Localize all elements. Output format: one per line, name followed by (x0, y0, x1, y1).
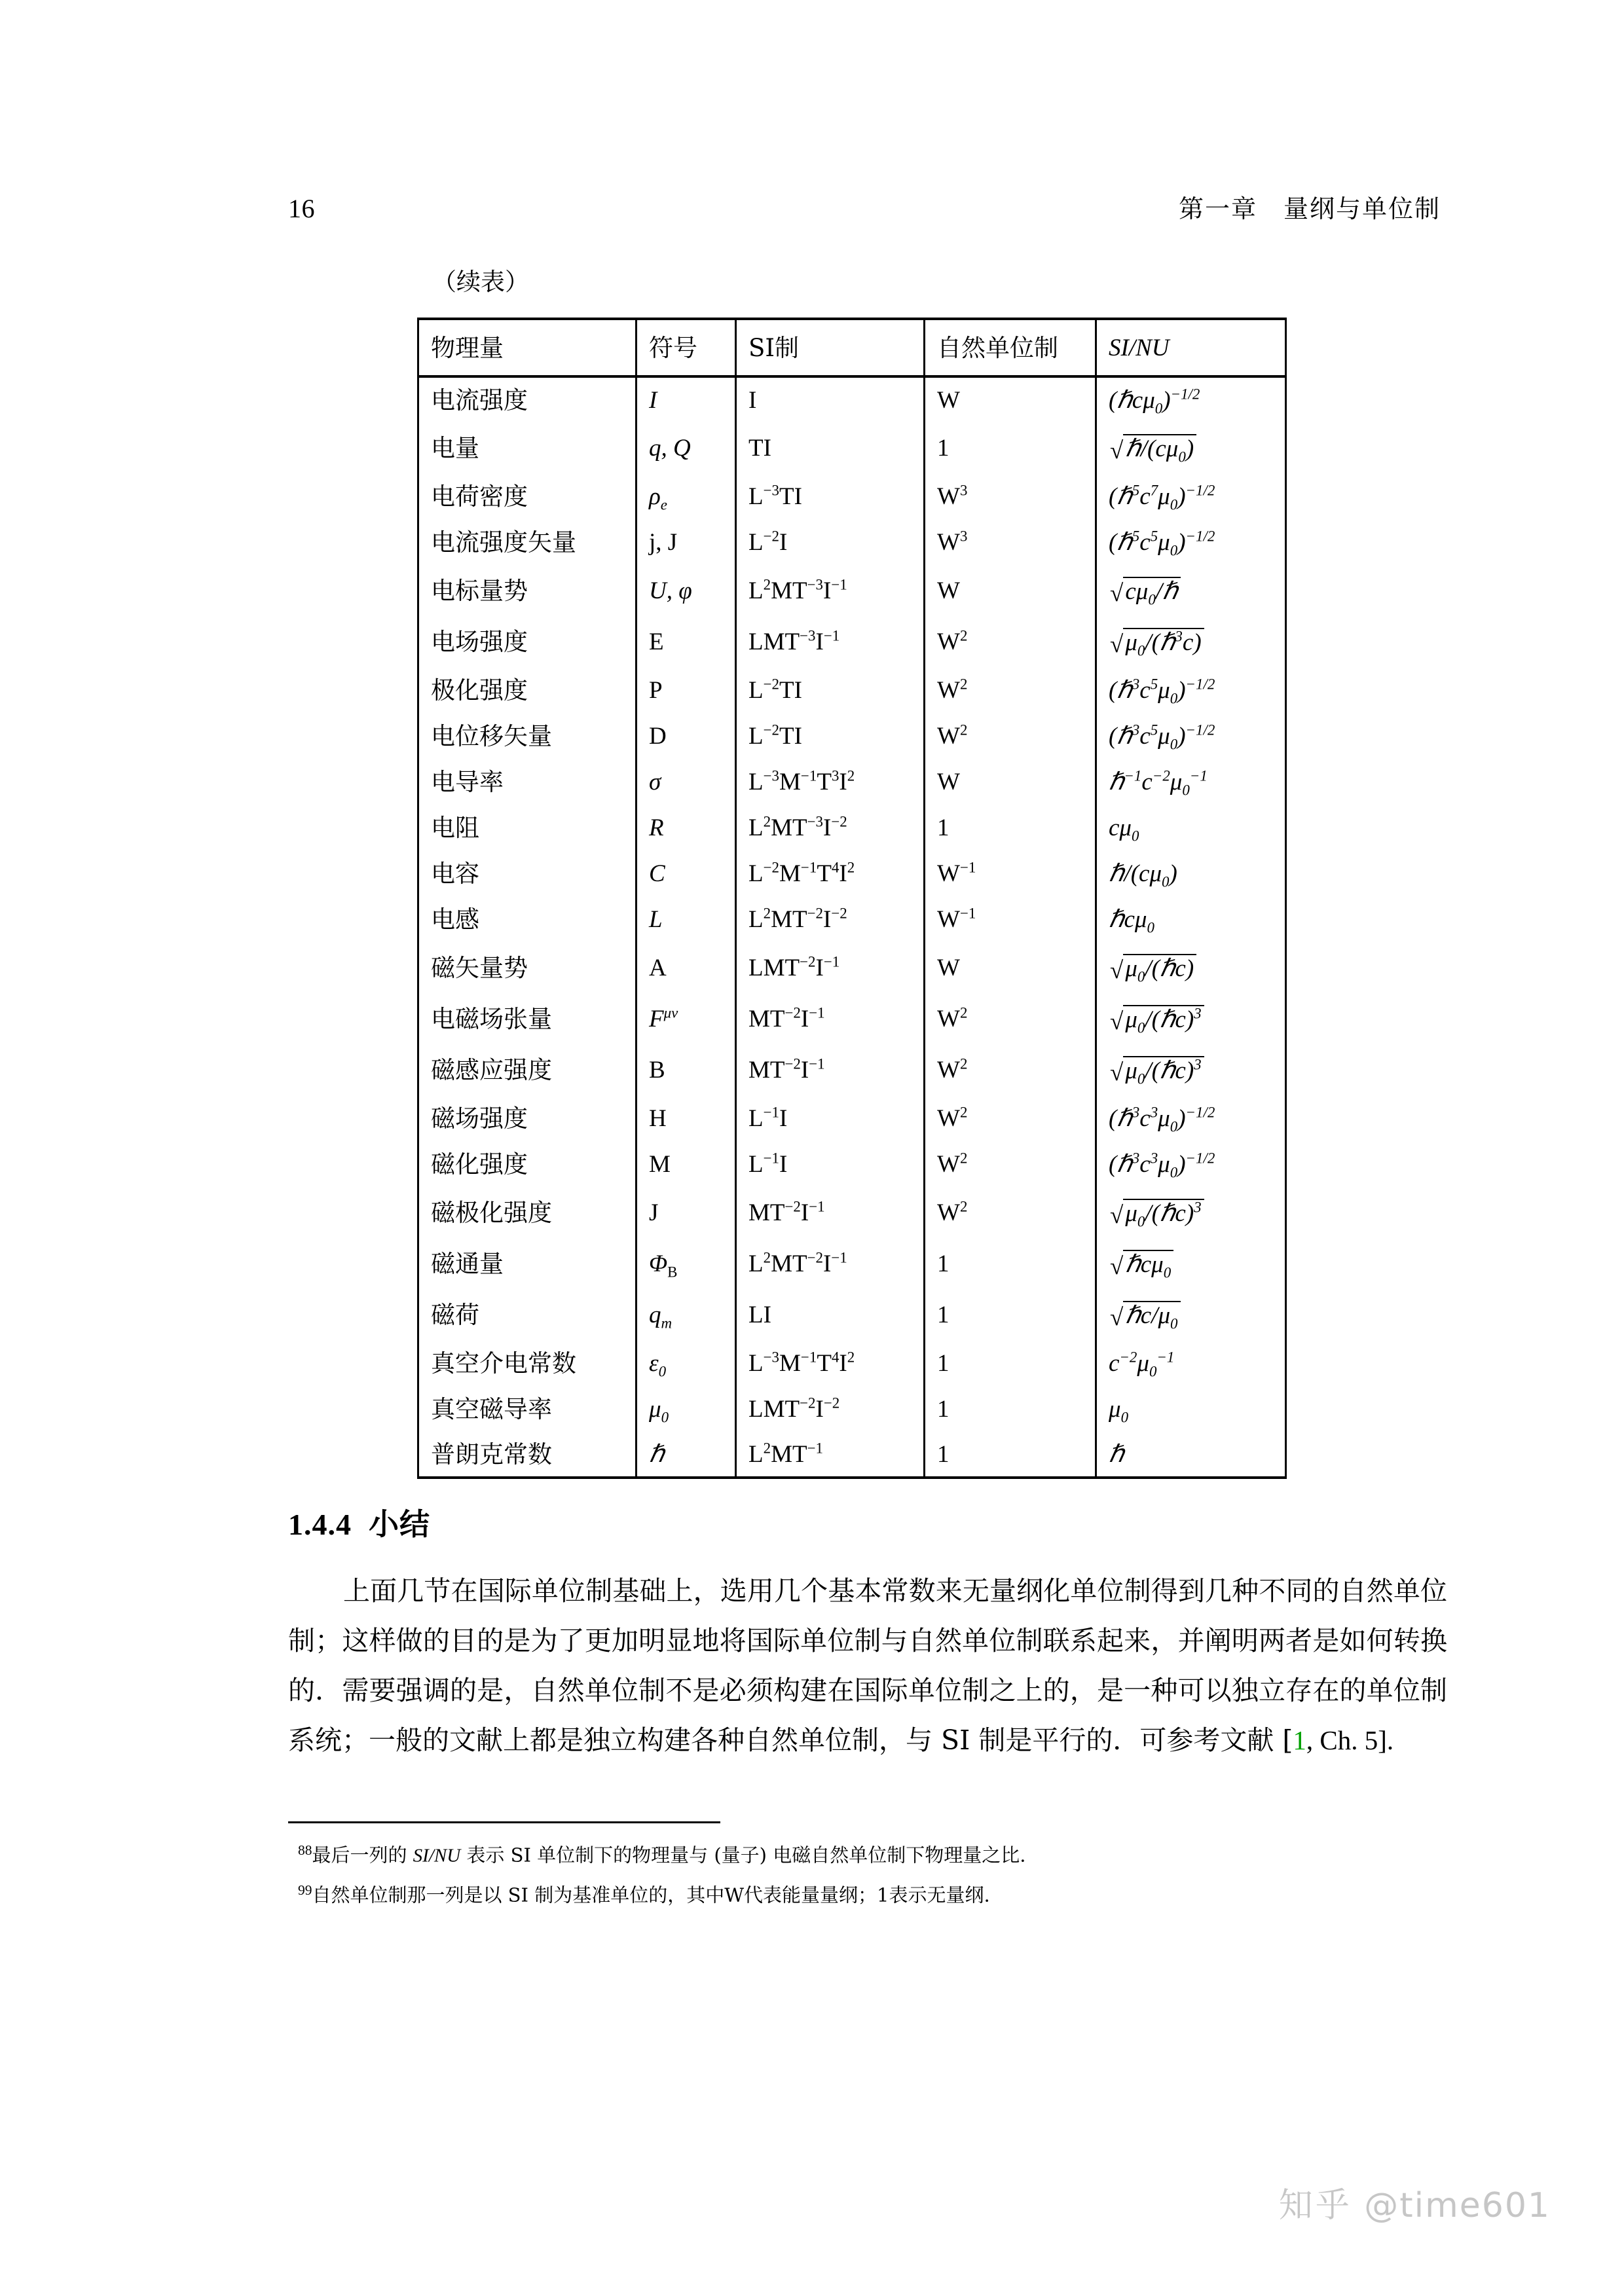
cell-ratio: $√\mu_0/(\hbar c)^3$ (1096, 1187, 1286, 1238)
cell-ratio: $(\hbar^3c^5\mu_0)^{-1/2}$ (1096, 667, 1286, 713)
cell-quantity: 磁场强度 (418, 1095, 637, 1141)
cell-ratio: ℏcμ$_0$ (1096, 896, 1286, 942)
cell-nu: $W^2$ (925, 616, 1096, 667)
cell-ratio: $√\mu_0/(\hbar c)$ (1096, 942, 1286, 993)
table-row (418, 473, 1286, 519)
cell-ratio: $√\hbar c/\mu_0$ (1096, 1289, 1286, 1340)
watermark-handle: @time601 (1364, 2186, 1551, 2225)
cell-si: $L^{-3}M^{-1}T^3I^2$ (736, 759, 925, 805)
cell-symbol: M (637, 1141, 736, 1187)
table-row (418, 519, 1286, 565)
column-header-si-nu: SI/NU (1096, 319, 1286, 376)
cell-quantity: 电导率 (418, 759, 637, 805)
column-header-natural-units: 自然单位制 (925, 319, 1096, 376)
section-number: 1.4.4 (288, 1508, 352, 1541)
cell-ratio: $(\hbar^3c^3\mu_0)^{-1/2}$ (1096, 1095, 1286, 1141)
column-header-quantity: 物理量 (418, 319, 637, 376)
cell-quantity: 磁通量 (418, 1238, 637, 1289)
table-row (418, 1141, 1286, 1187)
cell-symbol: B (637, 1044, 736, 1095)
cell-ratio: (ℏcμ$_0$)$^{-1/2}$ (1096, 376, 1286, 422)
table-caption: （续表） (432, 268, 529, 296)
cell-quantity: 普朗克常数 (418, 1432, 637, 1478)
table-row (418, 1386, 1286, 1432)
column-header-symbol: 符号 (637, 319, 736, 376)
cell-symbol: $q_m$ (637, 1289, 736, 1340)
footnote-block (298, 1833, 1450, 1912)
cell-nu: W (925, 565, 1096, 616)
cell-si: $L^{-2}I$ (736, 519, 925, 565)
table-row (418, 1340, 1286, 1386)
cell-symbol: P (637, 667, 736, 713)
table-row (418, 713, 1286, 759)
cell-symbol: J (637, 1187, 736, 1238)
cell-nu: 1 (925, 422, 1096, 473)
cell-quantity: 电流强度 (418, 376, 637, 422)
cell-nu: $W^2$ (925, 713, 1096, 759)
cell-si: $L^{-2}M^{-1}T^4I^2$ (736, 850, 925, 896)
cell-nu: $W^2$ (925, 1187, 1096, 1238)
cell-nu: W (925, 376, 1096, 422)
cell-symbol: C (637, 850, 736, 896)
table-row (418, 667, 1286, 713)
footnote-rule (288, 1821, 720, 1823)
chapter-title: 第一章 量纲与单位制 (1178, 194, 1441, 223)
table-header-row (418, 319, 1286, 376)
table-row (418, 565, 1286, 616)
cell-nu: $W^3$ (925, 473, 1096, 519)
cell-ratio: $√c\mu_0/\hbar$ (1096, 565, 1286, 616)
cell-quantity: 极化强度 (418, 667, 637, 713)
cell-quantity: 电流强度矢量 (418, 519, 637, 565)
cell-si: $LMT^{-2}I^{-2}$ (736, 1386, 925, 1432)
watermark-brand: 知乎 (1278, 2186, 1352, 2225)
cell-si: TI (736, 422, 925, 473)
cell-ratio: ℏ (1096, 1432, 1286, 1478)
units-table-wrapper (417, 318, 1285, 1479)
cell-nu: 1 (925, 1386, 1096, 1432)
cell-ratio: $√\mu_0/(\hbar c)^3$ (1096, 993, 1286, 1044)
table-row (418, 1289, 1286, 1340)
cell-ratio: $(\hbar^5c^7\mu_0)^{-1/2}$ (1096, 473, 1286, 519)
table-row (418, 376, 1286, 422)
footnote-marker: 88 (298, 1842, 312, 1858)
footnote-marker: 99 (298, 1882, 312, 1898)
cell-symbol: E (637, 616, 736, 667)
cell-quantity: 磁化强度 (418, 1141, 637, 1187)
cell-quantity: 电荷密度 (418, 473, 637, 519)
cell-symbol: q, Q (637, 422, 736, 473)
cell-si: $L^2MT^{-1}$ (736, 1432, 925, 1478)
cell-quantity: 电感 (418, 896, 637, 942)
table-row (418, 942, 1286, 993)
cell-si: I (736, 376, 925, 422)
table-row (418, 1095, 1286, 1141)
cell-nu: W (925, 942, 1096, 993)
cell-quantity: 磁极化强度 (418, 1187, 637, 1238)
cell-symbol: H (637, 1095, 736, 1141)
cell-nu: $W^{-1}$ (925, 850, 1096, 896)
cell-si: $L^2MT^{-2}I^{-2}$ (736, 896, 925, 942)
column-header-si: SI制 (736, 319, 925, 376)
cell-ratio: $(\hbar^3c^3\mu_0)^{-1/2}$ (1096, 1141, 1286, 1187)
footnote-text-after: 表示 SI 单位制下的物理量与 (量子) 电磁自然单位制下物理量之比. (460, 1844, 1026, 1867)
cell-symbol: $\varepsilon_0$ (637, 1340, 736, 1386)
cell-si: $L^{-1}I$ (736, 1141, 925, 1187)
table-row (418, 1187, 1286, 1238)
citation-number[interactable]: 1 (1293, 1725, 1306, 1755)
table-row (418, 422, 1286, 473)
cell-symbol: I (637, 376, 736, 422)
cell-symbol: L (637, 896, 736, 942)
paragraph-text-part1: 上面几节在国际单位制基础上，选用几个基本常数来无量纲化单位制得到几种不同的自然单位制；这样做的目的是为了更加明显地将国际单位制与自然单位制联系起来，并阐明两者是如何转换的．需要强调的是，自然单位制不是必须构建在国际单位制之上的，是一种可以独立存在的单位制系统；一般的文献上都是独立构建各种自然单位制，与 SI 制是平行的．可参考文献 [ (288, 1575, 1447, 1756)
cell-si: $LMT^{-3}I^{-1}$ (736, 616, 925, 667)
cell-quantity: 电量 (418, 422, 637, 473)
cell-nu: 1 (925, 1289, 1096, 1340)
cell-nu: 1 (925, 1238, 1096, 1289)
cell-quantity: 电位移矢量 (418, 713, 637, 759)
cell-si: $L^{-3}M^{-1}T^4I^2$ (736, 1340, 925, 1386)
table-row (418, 850, 1286, 896)
cell-quantity: 电阻 (418, 805, 637, 850)
cell-quantity: 磁矢量势 (418, 942, 637, 993)
cell-nu: $W^2$ (925, 667, 1096, 713)
cell-quantity: 电场强度 (418, 616, 637, 667)
cell-quantity: 电标量势 (418, 565, 637, 616)
cell-nu: $W^2$ (925, 1095, 1096, 1141)
table-row (418, 896, 1286, 942)
cell-ratio: $√\mu_0/(\hbar^3c)$ (1096, 616, 1286, 667)
cell-si: $L^2MT^{-3}I^{-1}$ (736, 565, 925, 616)
cell-nu: $W^2$ (925, 1044, 1096, 1095)
cell-ratio: $(\hbar^3c^5\mu_0)^{-1/2}$ (1096, 713, 1286, 759)
cell-si: $LMT^{-2}I^{-1}$ (736, 942, 925, 993)
footnote-text-before: 自然单位制那一列是以 SI 制为基准单位的，其中W代表能量量纲；1表示无量纲. (312, 1884, 990, 1906)
cell-si: $L^{-2}TI$ (736, 667, 925, 713)
table-row (418, 759, 1286, 805)
cell-nu: $W^3$ (925, 519, 1096, 565)
cell-ratio: √ℏcμ$_0$ (1096, 1238, 1286, 1289)
table-row (418, 805, 1286, 850)
cell-si: $L^{-1}I$ (736, 1095, 925, 1141)
cell-quantity: 电磁场张量 (418, 993, 637, 1044)
cell-nu: W (925, 759, 1096, 805)
cell-nu: 1 (925, 1432, 1096, 1478)
cell-symbol: σ (637, 759, 736, 805)
table-row (418, 993, 1286, 1044)
cell-ratio: $(\hbar^5c^5\mu_0)^{-1/2}$ (1096, 519, 1286, 565)
cell-quantity: 真空介电常数 (418, 1340, 637, 1386)
footnote-math: SI/NU (413, 1845, 461, 1867)
cell-si: $L^{-2}TI$ (736, 713, 925, 759)
cell-symbol: A (637, 942, 736, 993)
body-paragraph (288, 1566, 1447, 1765)
cell-ratio: $\hbar/(c\mu_0)$ (1096, 850, 1286, 896)
footnote-item (298, 1873, 1450, 1912)
table-row (418, 616, 1286, 667)
cell-symbol: D (637, 713, 736, 759)
cell-nu: $W^{-1}$ (925, 896, 1096, 942)
cell-symbol: ℏ (637, 1432, 736, 1478)
cell-ratio: $\mu_0$ (1096, 1386, 1286, 1432)
cell-nu: $W^2$ (925, 993, 1096, 1044)
table-row (418, 1238, 1286, 1289)
cell-si: $L^{-3}TI$ (736, 473, 925, 519)
cell-symbol: $F^{\mu\nu}$ (637, 993, 736, 1044)
cell-symbol: j, J (637, 519, 736, 565)
table-row (418, 1044, 1286, 1095)
cell-ratio: $√\mu_0/(\hbar c)^3$ (1096, 1044, 1286, 1095)
cell-quantity: 电容 (418, 850, 637, 896)
cell-nu: 1 (925, 805, 1096, 850)
units-table (417, 318, 1287, 1479)
table-row (418, 1432, 1286, 1478)
cell-ratio: $\hbar^{-1}c^{-2}\mu_0^{-1}$ (1096, 759, 1286, 805)
cell-ratio: $c^{-2}\mu_0^{-1}$ (1096, 1340, 1286, 1386)
cell-si: $MT^{-2}I^{-1}$ (736, 1044, 925, 1095)
cell-quantity: 磁感应强度 (418, 1044, 637, 1095)
cell-symbol: U, φ (637, 565, 736, 616)
cell-quantity: 真空磁导率 (418, 1386, 637, 1432)
page-number: 16 (288, 194, 315, 223)
cell-nu: 1 (925, 1340, 1096, 1386)
cell-si: $L^2MT^{-2}I^{-1}$ (736, 1238, 925, 1289)
cell-ratio: $√\hbar/(c\mu_0)$ (1096, 422, 1286, 473)
cell-ratio: $c\mu_0$ (1096, 805, 1286, 850)
cell-nu: $W^2$ (925, 1141, 1096, 1187)
cell-si: $MT^{-2}I^{-1}$ (736, 993, 925, 1044)
cell-si: $L^2MT^{-3}I^{-2}$ (736, 805, 925, 850)
footnote-text-before: 最后一列的 (312, 1844, 413, 1867)
cell-si: $MT^{-2}I^{-1}$ (736, 1187, 925, 1238)
cell-quantity: 磁荷 (418, 1289, 637, 1340)
footnote-item (298, 1833, 1450, 1873)
cell-symbol: $\mu_0$ (637, 1386, 736, 1432)
paragraph-text-part2: , Ch. 5]. (1306, 1725, 1394, 1755)
watermark (1279, 2178, 1551, 2227)
cell-symbol: $\rho_e$ (637, 473, 736, 519)
section-title: 小结 (369, 1506, 430, 1542)
running-head (288, 189, 1441, 234)
section-heading (288, 1501, 430, 1544)
cell-si: LI (736, 1289, 925, 1340)
cell-symbol: R (637, 805, 736, 850)
cell-symbol: $\Phi_B$ (637, 1238, 736, 1289)
